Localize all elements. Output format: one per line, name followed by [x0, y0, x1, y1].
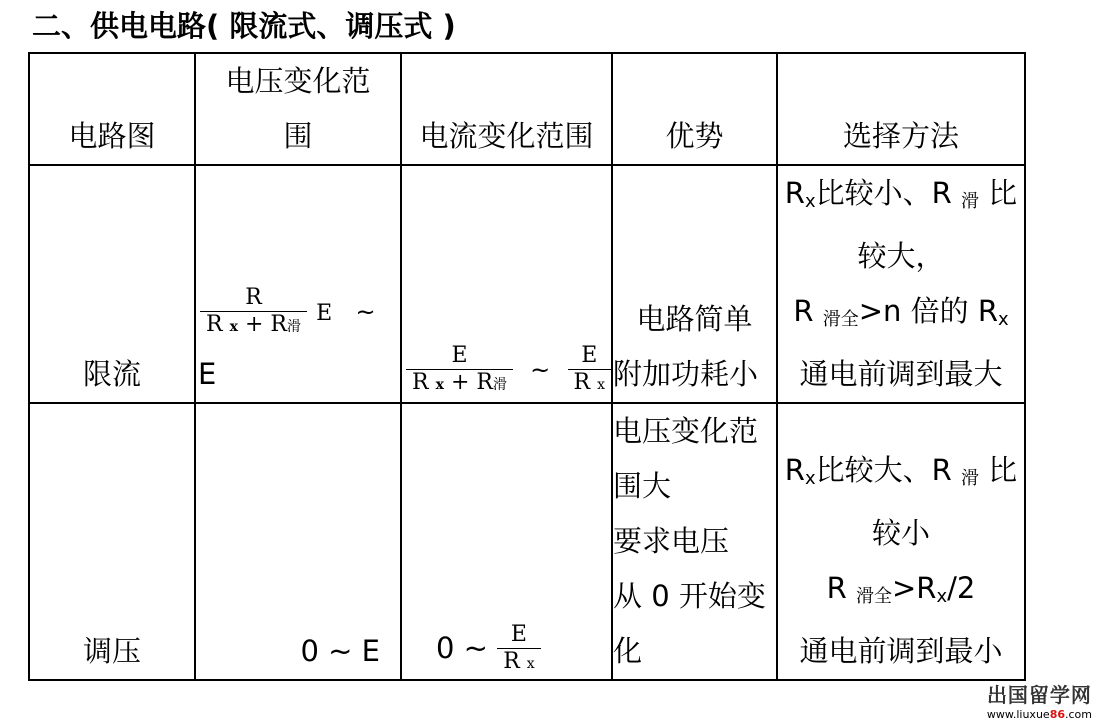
subscript-x: x	[997, 309, 1009, 330]
subscript-slide-full: 滑全	[822, 309, 859, 330]
cell-current-range-divider	[401, 403, 612, 680]
subscript-x: x	[597, 376, 605, 393]
subscript-x: x	[936, 586, 948, 607]
fraction-e-over-rx	[568, 343, 611, 398]
zero-tilde: 0 ~	[436, 630, 488, 665]
advantage-line: 围大	[612, 469, 671, 503]
fraction-e-over-rx-plus-rslide	[406, 343, 513, 398]
fraction-denominator	[406, 369, 513, 398]
fraction-numerator: R	[245, 284, 262, 310]
header-current-range: 电流变化范围	[401, 53, 612, 165]
fraction-numerator: E	[510, 622, 527, 647]
table-header-row	[29, 53, 1025, 165]
fraction-numerator: E	[451, 342, 468, 368]
selection-line: 较小	[871, 516, 930, 550]
symbol-r: R	[784, 176, 805, 210]
subscript-slide: 滑	[492, 376, 507, 393]
subscript-x: x	[229, 318, 238, 335]
subscript-x: x	[804, 191, 816, 212]
subscript-slide-full: 滑全	[856, 586, 892, 607]
subscript-slide: 滑	[960, 191, 979, 212]
symbol-r: R	[573, 369, 591, 395]
fraction-numerator: E	[581, 342, 598, 368]
watermark-url-prefix: www.liuxue	[986, 708, 1050, 721]
plus-sign: +	[450, 369, 470, 395]
voltage-formula	[196, 283, 400, 341]
symbol-r: R	[793, 294, 823, 328]
cell-voltage-range-divider: 0 ~ E	[195, 403, 401, 680]
symbol-r: R	[503, 649, 520, 674]
row-label-voltage-divider: 调压	[29, 403, 195, 680]
symbol-r: R	[412, 369, 429, 395]
plus-sign: +	[244, 311, 264, 337]
symbol-r: R	[476, 369, 493, 395]
current-formula	[402, 621, 611, 678]
fraction-e-over-rx	[497, 622, 540, 677]
section-title: 二、供电电路( 限流式、调压式 )	[32, 9, 456, 43]
watermark-url-suffix: .com	[1065, 708, 1092, 721]
fraction-denominator	[568, 369, 611, 398]
selection-line: 较大，	[857, 239, 945, 273]
selection-text: >n 倍的 R	[858, 294, 998, 328]
tilde-sign: ~	[530, 356, 551, 384]
subscript-slide: 滑	[960, 468, 979, 489]
cell-advantage-limiting	[612, 165, 777, 403]
selection-text: 比较大、R	[815, 453, 952, 487]
cell-advantage-divider	[612, 403, 777, 680]
header-voltage-range-line1: 电压变化范	[225, 64, 371, 98]
selection-text: 比	[978, 176, 1018, 210]
symbol-e-upper: E	[198, 357, 217, 391]
symbol-r: R	[206, 311, 223, 337]
fraction-r-over-rx-plus-rslide	[200, 285, 307, 340]
header-advantage: 优势	[612, 53, 777, 165]
watermark-url	[987, 708, 1092, 721]
advantage-line: 从 0 开始变	[612, 579, 766, 613]
selection-line: 通电前调到最小	[799, 634, 1003, 668]
header-selection: 选择方法	[777, 53, 1025, 165]
watermark-url-number: 86	[1049, 708, 1065, 721]
fraction-denominator	[200, 311, 307, 340]
selection-text: /2	[947, 571, 976, 605]
power-circuit-table	[28, 52, 1026, 681]
tilde-sign: ~	[355, 298, 376, 326]
site-watermark	[987, 679, 1092, 721]
advantage-line: 附加功耗小	[612, 357, 758, 391]
subscript-x: x	[526, 656, 535, 672]
symbol-r: R	[270, 311, 287, 337]
header-voltage-range	[195, 53, 401, 165]
selection-line: 通电前调到最大	[799, 357, 1003, 391]
selection-text: 比	[978, 453, 1018, 487]
table-row-voltage-divider	[29, 403, 1025, 680]
symbol-e: E	[316, 301, 333, 326]
selection-line	[778, 166, 1024, 229]
selection-line	[778, 443, 1024, 506]
header-diagram: 电路图	[29, 53, 195, 165]
current-formula	[402, 341, 611, 398]
cell-voltage-range-limiting	[195, 165, 401, 403]
symbol-r: R	[784, 453, 805, 487]
subscript-x: x	[435, 376, 444, 393]
cell-selection-limiting	[777, 165, 1025, 403]
cell-selection-divider	[777, 403, 1025, 680]
selection-line	[778, 561, 1024, 624]
table-row-current-limiting	[29, 165, 1025, 403]
cell-current-range-limiting	[401, 165, 612, 403]
row-label-current-limiting: 限流	[29, 165, 195, 403]
advantage-line: 电路简单	[636, 302, 753, 336]
watermark-chinese: 出国留学网	[986, 683, 1092, 707]
subscript-slide: 滑	[286, 318, 301, 335]
subscript-x: x	[804, 468, 816, 489]
selection-text: 比较小、R	[815, 176, 952, 210]
advantage-line: 要求电压	[612, 524, 729, 558]
selection-line	[778, 284, 1024, 347]
advantage-line: 化	[612, 634, 642, 668]
fraction-denominator	[497, 648, 540, 677]
selection-text: >R	[892, 571, 937, 605]
header-voltage-range-line2: 围	[283, 119, 313, 153]
symbol-r: R	[826, 571, 856, 605]
advantage-line: 电压变化范	[612, 414, 758, 448]
